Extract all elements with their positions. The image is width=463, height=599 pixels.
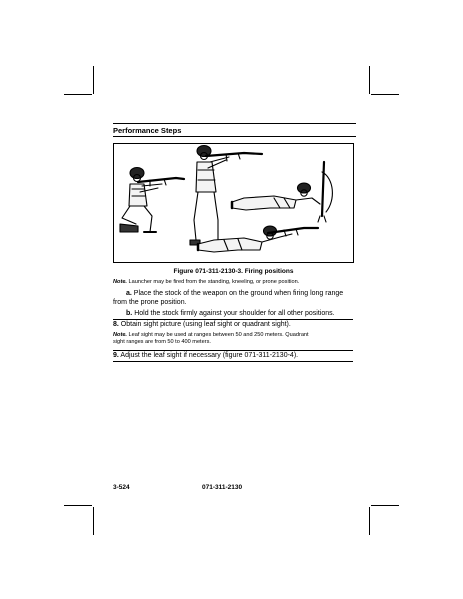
step-a-label: a. <box>126 290 132 297</box>
crop-mark <box>371 505 399 506</box>
figure-frame <box>113 143 354 263</box>
task-number: 071-311-2130 <box>202 484 243 491</box>
step-divider <box>113 350 353 351</box>
step-a <box>126 290 343 298</box>
step-a-text: Place the stock of the weapon on the ground when firing long range <box>133 290 344 297</box>
note-continuation: sight ranges are from 50 to 400 meters. <box>113 339 211 345</box>
note-leaf-sight <box>113 332 353 339</box>
crop-mark <box>369 66 370 94</box>
note-label: Note. <box>113 279 127 285</box>
crop-mark <box>64 94 92 95</box>
prone-soldier-figure <box>198 226 318 252</box>
header-rule <box>113 136 356 137</box>
crop-mark <box>93 507 94 535</box>
page-number: 3-524 <box>113 484 130 491</box>
step-b <box>126 310 335 318</box>
step-b-label: b. <box>126 310 133 317</box>
kneeling-soldier-figure <box>120 168 184 233</box>
header-rule <box>113 123 356 124</box>
step-8-text: Obtain sight picture (using leaf sight or quadrant sight). <box>120 321 291 328</box>
note-text: Launcher may be fired from the standing, kneeling, or prone position. <box>128 279 300 285</box>
note-launcher <box>113 279 353 286</box>
step-9 <box>113 352 298 360</box>
step-8 <box>113 321 291 329</box>
step-8-number: 8. <box>113 321 119 328</box>
prone-soldier-long-range-figure <box>232 162 332 222</box>
crop-mark <box>369 507 370 535</box>
note-text: Leaf sight may be used at ranges between 50 and 250 meters. Quadrant <box>128 332 309 338</box>
section-title: Performance Steps <box>113 126 182 135</box>
note-label: Note. <box>113 332 127 338</box>
step-9-text: Adjust the leaf sight if necessary (figure 071-311-2130-4). <box>120 352 299 359</box>
step-divider <box>113 361 353 362</box>
crop-mark <box>64 505 92 506</box>
firing-positions-illustration <box>114 144 355 264</box>
step-b-text: Hold the stock firmly against your shoulder for all other positions. <box>134 310 335 317</box>
step-a-continuation: from the prone position. <box>113 299 187 306</box>
crop-mark <box>371 94 399 95</box>
standing-soldier-figure <box>190 146 262 246</box>
figure-caption: Figure 071-311-2130-3. Firing positions <box>173 268 294 275</box>
crop-mark <box>93 66 94 94</box>
step-9-number: 9. <box>113 352 119 359</box>
step-divider <box>113 319 353 320</box>
